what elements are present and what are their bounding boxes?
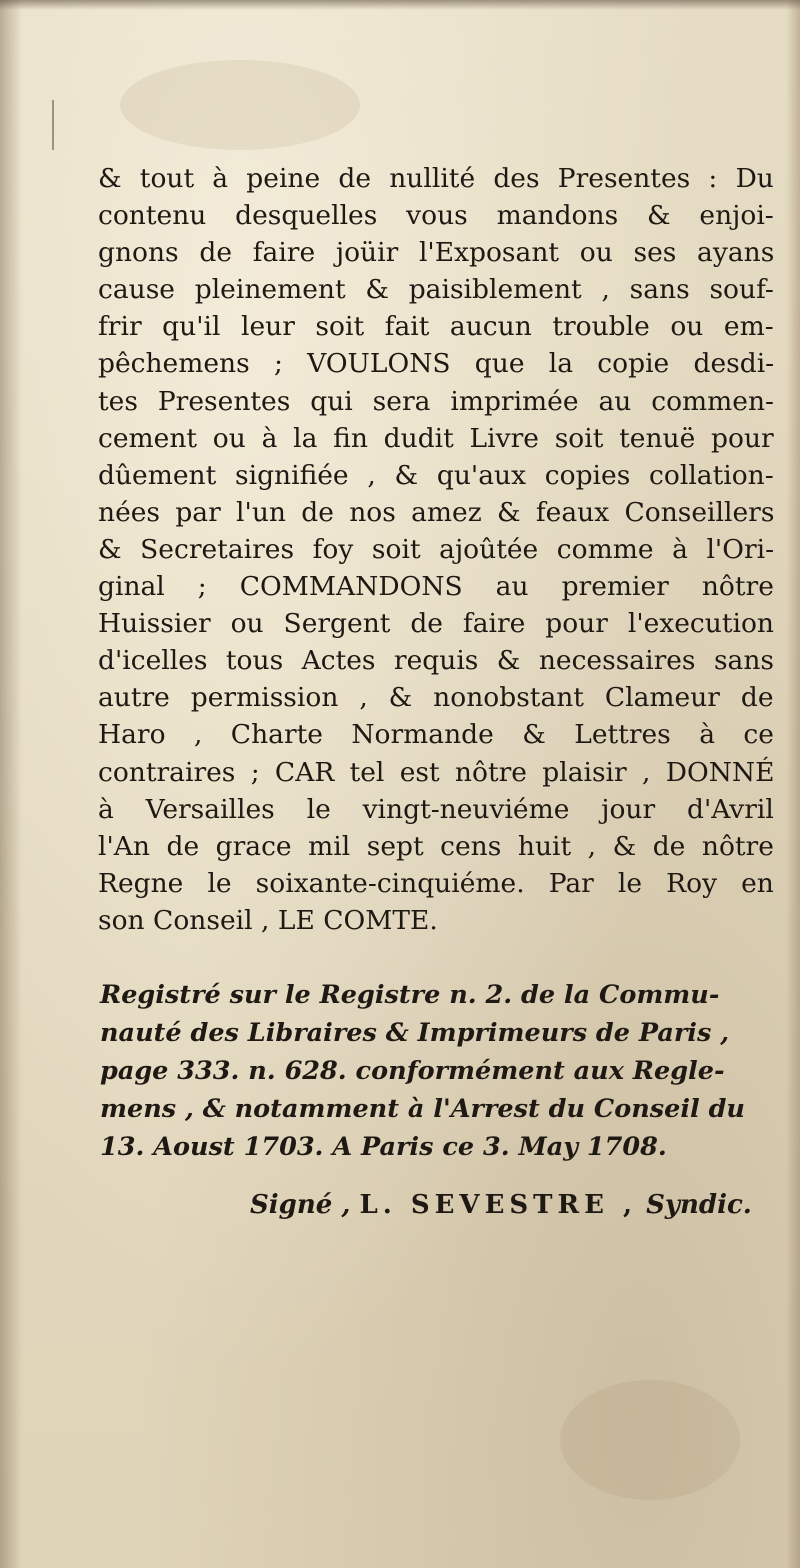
paper-stain [560, 1380, 740, 1500]
text-line-content: frir qu'il leur soit fait aucun trouble ou em- [98, 311, 774, 343]
text-line-content: cause pleinement & paisiblement , sans souf- [98, 274, 774, 306]
text-line-content: & Secretaires foy soit ajoûtée comme à l'Ori- [98, 533, 775, 565]
text-line [98, 642, 774, 679]
signature-prefix: Signé , [250, 1190, 360, 1220]
text-line-content: tes Presentes qui sera imprimée au commen- [98, 385, 775, 417]
text-line [98, 308, 774, 345]
privilege-text [98, 160, 774, 939]
text-line [98, 420, 774, 457]
text-line [98, 457, 774, 494]
text-line-content: Huissier ou Sergent de faire pour l'execution [98, 608, 774, 640]
text-line [98, 828, 774, 865]
text-line-content: autre permission , & nonobstant Clameur de [98, 682, 774, 714]
registration-notice [100, 976, 768, 1166]
text-line-content: contraires ; CAR tel est nôtre plaisir , DONNÉ [98, 756, 775, 788]
text-line-content: Haro , Charte Normande & Lettres à ce [98, 719, 774, 751]
page-right-edge [786, 0, 800, 1568]
text-line [98, 197, 774, 234]
text-line-content: pêchemens ; VOULONS que la copie desdi- [98, 348, 775, 380]
signature-line [250, 1190, 770, 1220]
text-line-content: l'An de grace mil sept cens huit , & de nôtre [98, 830, 774, 862]
text-line [98, 865, 774, 902]
text-line-content: contenu desquelles vous mandons & enjoi- [98, 200, 774, 232]
page-top-edge [0, 0, 800, 10]
registration-line: 13. Aoust 1703. A Paris ce 3. May 1708. [100, 1132, 667, 1162]
registration-line: mens , & notamment à l'Arrest du Conseil du [100, 1094, 745, 1124]
text-line-content: nées par l'un de nos amez & feaux Conseillers [98, 496, 775, 528]
page-gutter-shadow [0, 0, 22, 1568]
registration-line: nauté des Libraires & Imprimeurs de Paris , [100, 1018, 730, 1048]
text-line-content: cement ou à la fin dudit Livre soit tenuë pour [98, 422, 774, 454]
text-line-content: à Versailles le vingt-neuviéme jour d'Avril [98, 793, 774, 825]
text-line [98, 345, 774, 382]
paper-stain [120, 60, 360, 150]
text-line [98, 791, 774, 828]
registration-line: page 333. n. 628. conformément aux Regle- [100, 1056, 725, 1086]
text-line-content: & tout à peine de nullité des Presentes : Du [98, 163, 774, 194]
text-line [98, 234, 774, 271]
signatory-name: L. SEVESTRE , [359, 1190, 638, 1220]
text-line [98, 716, 774, 753]
text-line-content: ginal ; COMMANDONS au premier nôtre [98, 571, 774, 603]
margin-mark [52, 100, 54, 150]
text-line-content: dûement signifiée , & qu'aux copies collation- [98, 459, 774, 491]
text-line-content: son Conseil , LE COMTE. [98, 904, 438, 936]
text-line-content: gnons de faire joüir l'Exposant ou ses ayans [98, 237, 775, 269]
text-line [98, 605, 774, 642]
text-line-content: d'icelles tous Actes requis & necessaires sans [98, 645, 775, 677]
text-line [98, 902, 774, 939]
text-line [98, 568, 774, 605]
registration-line: Registré sur le Registre n. 2. de la Commu- [100, 980, 720, 1010]
text-line [98, 754, 774, 791]
signatory-title: Syndic. [637, 1190, 752, 1220]
text-line [98, 160, 774, 197]
text-line [98, 383, 774, 420]
text-line [98, 679, 774, 716]
text-line [98, 531, 774, 568]
text-line [98, 271, 774, 308]
text-line [98, 494, 774, 531]
text-line-content: Regne le soixante-cinquiéme. Par le Roy en [98, 867, 774, 899]
